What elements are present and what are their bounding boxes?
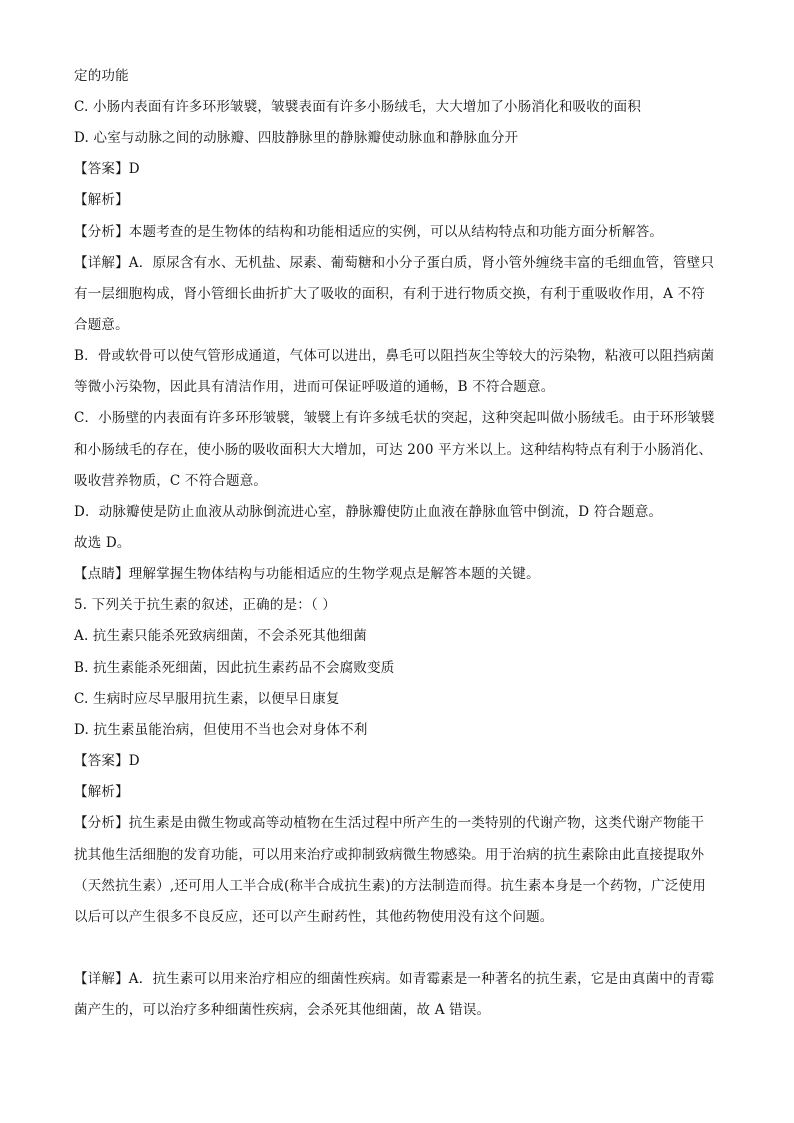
option-d-text: D. 抗生素虽能治病，但使用不当也会对身体不利	[74, 722, 368, 738]
text-line: 定的功能	[74, 68, 129, 84]
analysis-label: 【解析】	[74, 192, 129, 208]
detail-text: 合题意。	[74, 317, 129, 333]
option-b-text: B. 抗生素能杀死细菌，因此抗生素药品不会腐败变质	[74, 660, 395, 676]
analysis-text: 【分析】抗生素是由微生物或高等动植物在生活过程中所产生的一类特别的代谢产物，这类代谢产物能干	[74, 815, 705, 831]
detail-text: 【详解】A．抗生素可以用来治疗相应的细菌性疾病。如青霉素是一种著名的抗生素，它是由真菌中的青霉	[74, 971, 715, 987]
analysis-text: 【分析】本题考查的是生物体的结构和功能相适应的实例，可以从结构特点和功能方面分析解答。	[74, 224, 664, 240]
option-c-text: C. 小肠内表面有许多环形皱襞，皱襞表面有许多小肠绒毛，大大增加了小肠消化和吸收的面积	[74, 99, 642, 115]
analysis-text: 以后可以产生很多不良反应，还可以产生耐药性，其他药物使用没有这个问题。	[74, 909, 554, 925]
detail-text: B．骨或软骨可以使气管形成通道，气体可以进出，鼻毛可以阻挡灰尘等较大的污染物，粘液可以阻挡病菌	[74, 348, 715, 364]
analysis-text: 扰其他生活细胞的发育功能，可以用来治疗或抑制致病微生物感染。用于治病的抗生素除由此直接提取外	[74, 847, 705, 863]
conclusion-text: 故选 D。	[74, 535, 131, 551]
detail-text: D．动脉瓣使是防止血液从动脉倒流进心室，静脉瓣使防止血液在静脉血管中倒流，D 符合题意。	[74, 504, 663, 520]
option-d-text: D. 心室与动脉之间的动脉瓣、四肢静脉里的静脉瓣使动脉血和静脉血分开	[74, 130, 519, 146]
answer-label: 【答案】D	[74, 161, 140, 177]
detail-text: 和小肠绒毛的存在，使小肠的吸收面积大大增加，可达 200 平方米以上。这种结构特点有利于小肠消化、	[74, 442, 713, 458]
detail-text: 有一层细胞构成，肾小管细长曲折扩大了吸收的面积，有利于进行物质交换，有利于重吸收作用，A 不符	[74, 286, 705, 302]
key-point-text: 【点睛】理解掌握生物体结构与功能相适应的生物学观点是解答本题的关键。	[74, 566, 540, 582]
detail-text: 【详解】A．原尿含有水、无机盐、尿素、葡萄糖和小分子蛋白质，肾小管外缠绕丰富的毛细血管，管壁只	[74, 255, 715, 271]
answer-label: 【答案】D	[74, 753, 140, 769]
analysis-label: 【解析】	[74, 784, 129, 800]
detail-text: 吸收营养物质，C 不符合题意。	[74, 473, 268, 489]
analysis-text: （天然抗生素）,还可用人工半合成(称半合成抗生素)的方法制造而得。抗生素本身是一个药物，广泛使用	[74, 878, 706, 894]
option-c-text: C. 生病时应尽早服用抗生素，以便早日康复	[74, 691, 340, 707]
detail-text: 等微小污染物，因此具有清洁作用，进而可保证呼吸道的通畅，B 不符合题意。	[74, 379, 555, 395]
question-text: 5. 下列关于抗生素的叙述，正确的是：（ ）	[74, 597, 337, 613]
detail-text: 菌产生的，可以治疗多种细菌性疾病，会杀死其他细菌，故 A 错误。	[74, 1002, 491, 1018]
detail-text: C．小肠壁的内表面有许多环形皱襞，皱襞上有许多绒毛状的突起，这种突起叫做小肠绒毛。由于环形皱襞	[74, 410, 715, 426]
option-a-text: A. 抗生素只能杀死致病细菌，不会杀死其他细菌	[74, 628, 367, 644]
